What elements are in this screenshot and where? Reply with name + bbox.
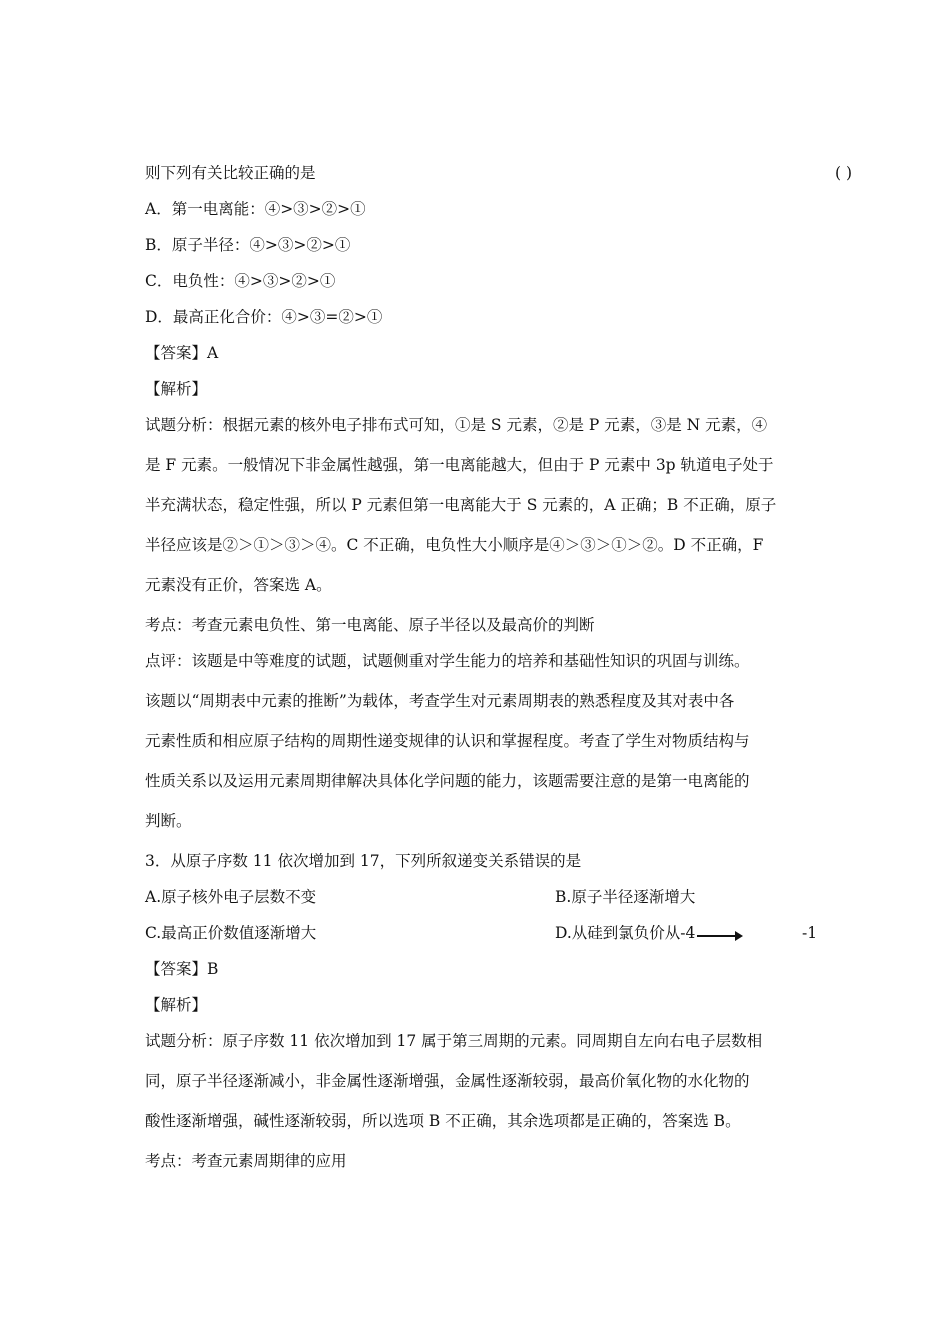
question-3-analysis-line: 酸性逐渐增强，碱性逐渐较弱，所以选项 B 不正确，其余选项都是正确的，答案选 B。 — [145, 1112, 741, 1130]
question-3-option-b: B.原子半径逐渐增大 — [555, 888, 696, 906]
option-d: D．最高正化合价：④>③=②>① — [145, 308, 383, 326]
analysis-line: 半充满状态，稳定性强，所以 P 元素但第一电离能大于 S 元素的，A 正确；B 不正确，原子 — [145, 496, 777, 514]
question-3-kaodian: 考点：考查元素周期律的应用 — [145, 1152, 347, 1170]
question-3-option-c: C.最高正价数值逐渐增大 — [145, 924, 317, 942]
question-3-option-d — [555, 923, 743, 943]
question-3-stem: 3．从原子序数 11 依次增加到 17，下列所叙递变关系错误的是 — [145, 852, 582, 870]
analysis-line: 元素没有正价，答案选 A。 — [145, 576, 332, 594]
question-3-row-ab — [145, 887, 810, 907]
analysis-title: 【解析】 — [145, 380, 208, 398]
question-stem-text: 则下列有关比较正确的是 — [145, 164, 316, 182]
question-3-option-d-end: -1 — [802, 924, 818, 942]
answer-paren: ( ) — [835, 164, 853, 182]
comment-line: 性质关系以及运用元素周期律解决具体化学问题的能力，该题需要注意的是第一电离能的 — [145, 772, 750, 790]
analysis-line: 半径应该是②＞①＞③＞④。C 不正确，电负性大小顺序是④＞③＞①＞②。D 不正确，F — [145, 536, 764, 554]
question-3-option-a: A.原子核外电子层数不变 — [145, 888, 317, 906]
answer-line: 【答案】A — [145, 344, 219, 362]
question-3-answer: 【答案】B — [145, 960, 219, 978]
question-3-option-d-text: D.从硅到氯负价从-4 — [555, 924, 696, 942]
question-3-analysis-title: 【解析】 — [145, 996, 208, 1014]
analysis-line: 试题分析：根据元素的核外电子排布式可知，①是 S 元素，②是 P 元素，③是 N 元素，④ — [145, 416, 768, 434]
comment-line: 点评：该题是中等难度的试题，试题侧重对学生能力的培养和基础性知识的巩固与训练。 — [145, 652, 750, 670]
comment-line: 判断。 — [145, 812, 192, 830]
kaodian-line: 考点：考查元素电负性、第一电离能、原子半径以及最高价的判断 — [145, 616, 595, 634]
option-c: C．电负性：④>③>②>① — [145, 272, 336, 290]
comment-line: 元素性质和相应原子结构的周期性递变规律的认识和掌握程度。考查了学生对物质结构与 — [145, 732, 750, 750]
option-b: B．原子半径：④>③>②>① — [145, 236, 351, 254]
analysis-line: 是 F 元素。一般情况下非金属性越强，第一电离能越大，但由于 P 元素中 3p 轨道电子处于 — [145, 456, 774, 474]
question-3-analysis-line: 试题分析：原子序数 11 依次增加到 17 属于第三周期的元素。同周期自左向右电子层数相 — [145, 1032, 763, 1050]
question-stem — [145, 163, 853, 183]
question-3-analysis-line: 同，原子半径逐渐减小，非金属性逐渐增强，金属性逐渐较弱，最高价氧化物的水化物的 — [145, 1072, 750, 1090]
question-3-row-cd — [145, 923, 818, 943]
option-a: A．第一电离能：④>③>②>① — [145, 200, 366, 218]
comment-line: 该题以“周期表中元素的推断”为载体，考查学生对元素周期表的熟悉程度及其对表中各 — [145, 692, 735, 710]
right-arrow-icon — [697, 935, 741, 937]
